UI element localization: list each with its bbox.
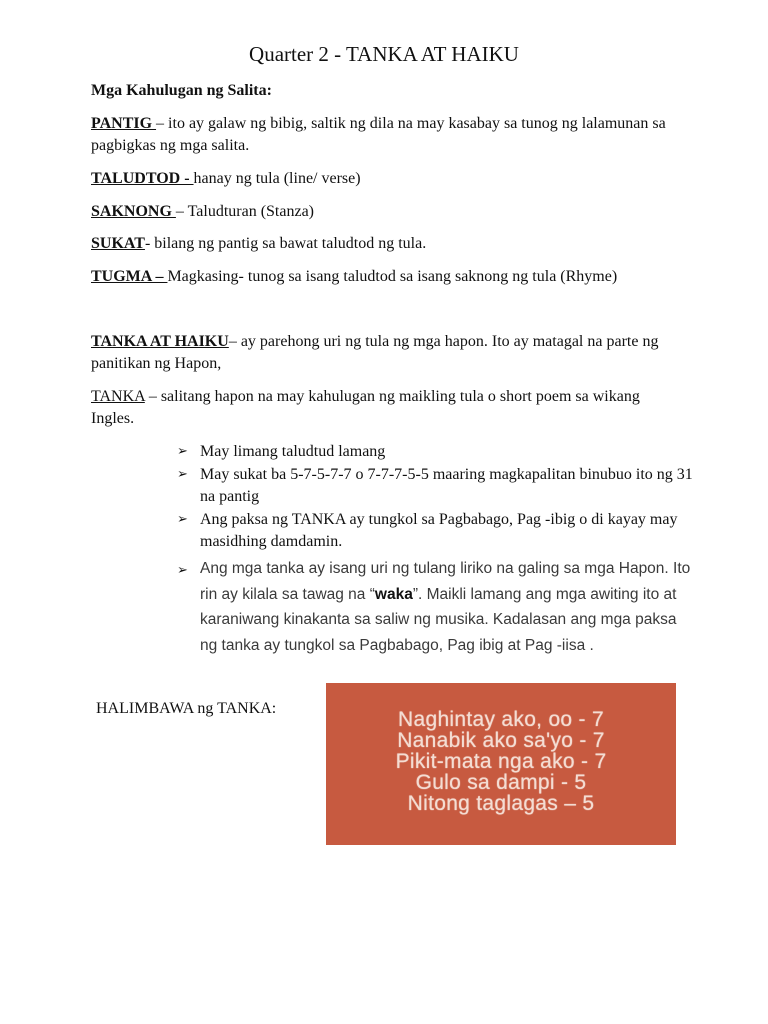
- tanka-definition-paragraph: [91, 386, 661, 430]
- arrow-bullet-icon: ➢: [177, 467, 188, 482]
- waka-term: waka: [374, 585, 413, 603]
- arrow-bullet-icon: ➢: [177, 563, 188, 578]
- definition-pantig: [91, 113, 691, 157]
- term-tanka-at-haiku: TANKA AT HAIKU: [91, 333, 229, 350]
- waka-text-after: ”. Maikli lamang ang mga awiting ito at karaniwang kinakanta sa saliw ng musika. Kadalasan ang mga paksa ng tanka ay tungkol sa Pagbabago, Pag ibig at Pag -iisa .: [200, 585, 677, 654]
- list-item: [177, 509, 697, 553]
- term-pantig: PANTIG: [91, 115, 157, 132]
- definition-tugma: [91, 266, 691, 288]
- arrow-bullet-icon: ➢: [177, 444, 188, 459]
- definition-text: hanay ng tula (line/ verse): [193, 170, 361, 187]
- section-heading: Mga Kahulugan ng Salita:: [91, 82, 272, 99]
- term-saknong: SAKNONG: [91, 203, 176, 220]
- list-item-text: May sukat ba 5-7-5-7-7 o 7-7-7-5-5 maaring magkapalitan binubuo ito ng 31 na pantig: [200, 466, 693, 505]
- definition-text: Magkasing- tunog sa isang taludtod sa isang saknong ng tula (Rhyme): [167, 268, 618, 285]
- list-item-text: Ang paksa ng TANKA ay tungkol sa Pagbabago, Pag -ibig o di kayay may masidhing damdamin.: [200, 511, 678, 550]
- waka-text-before: Ang mga tanka ay isang uri ng tulang liriko na galing sa mga Hapon. Ito rin ay kilala sa tawag na “: [200, 560, 691, 603]
- definition-saknong: [91, 201, 691, 223]
- term-tanka: TANKA: [91, 388, 145, 405]
- definition-sukat: [91, 233, 691, 255]
- definition-sep: -: [144, 235, 155, 252]
- tanka-line-1: Naghintay ako, oo - 7: [398, 708, 604, 731]
- definition-text: ito ay galaw ng bibig, saltik ng dila na may kasabay sa tunog ng lalamunan sa pagbigkas ng mga salita.: [91, 115, 666, 154]
- definition-sep: –: [156, 115, 169, 132]
- tanka-line-4: Gulo sa dampi - 5: [415, 771, 587, 794]
- example-label: HALIMBAWA ng TANKA:: [96, 700, 277, 717]
- definition-sep: –: [175, 203, 188, 220]
- tanka-example-image: [326, 683, 676, 845]
- arrow-bullet-icon: ➢: [177, 512, 188, 527]
- list-item: [177, 464, 697, 508]
- term-tugma: TUGMA –: [91, 268, 168, 285]
- list-item: [177, 441, 697, 463]
- tanka-definition-text: – salitang hapon na may kahulugan ng maikling tula o short poem sa wikang Ingles.: [91, 388, 640, 427]
- tanka-characteristics-list: [177, 441, 697, 659]
- tanka-line-2: Nanabik ako sa'yo - 7: [397, 729, 605, 752]
- tanka-line-3: Pikit-mata nga ako - 7: [395, 750, 607, 773]
- list-item-waka: [177, 556, 697, 658]
- term-taludtod: TALUDTOD -: [91, 170, 194, 187]
- tanka-example-lines: [326, 709, 676, 814]
- definition-text: Taludturan (Stanza): [187, 203, 315, 220]
- definition-text: bilang ng pantig sa bawat taludtod ng tula.: [154, 235, 427, 252]
- list-item-text: May limang taludtud lamang: [200, 443, 386, 460]
- tanka-at-haiku-text: – ay parehong uri ng tula ng mga hapon. Ito ay matagal na parte ng panitikan ng Hapon,: [91, 333, 659, 372]
- term-sukat: SUKAT: [91, 235, 145, 252]
- tanka-at-haiku-paragraph: [91, 331, 671, 375]
- tanka-line-5: Nitong taglagas – 5: [407, 792, 595, 815]
- definition-taludtod: [91, 168, 691, 190]
- page-title: Quarter 2 - TANKA AT HAIKU: [249, 42, 519, 66]
